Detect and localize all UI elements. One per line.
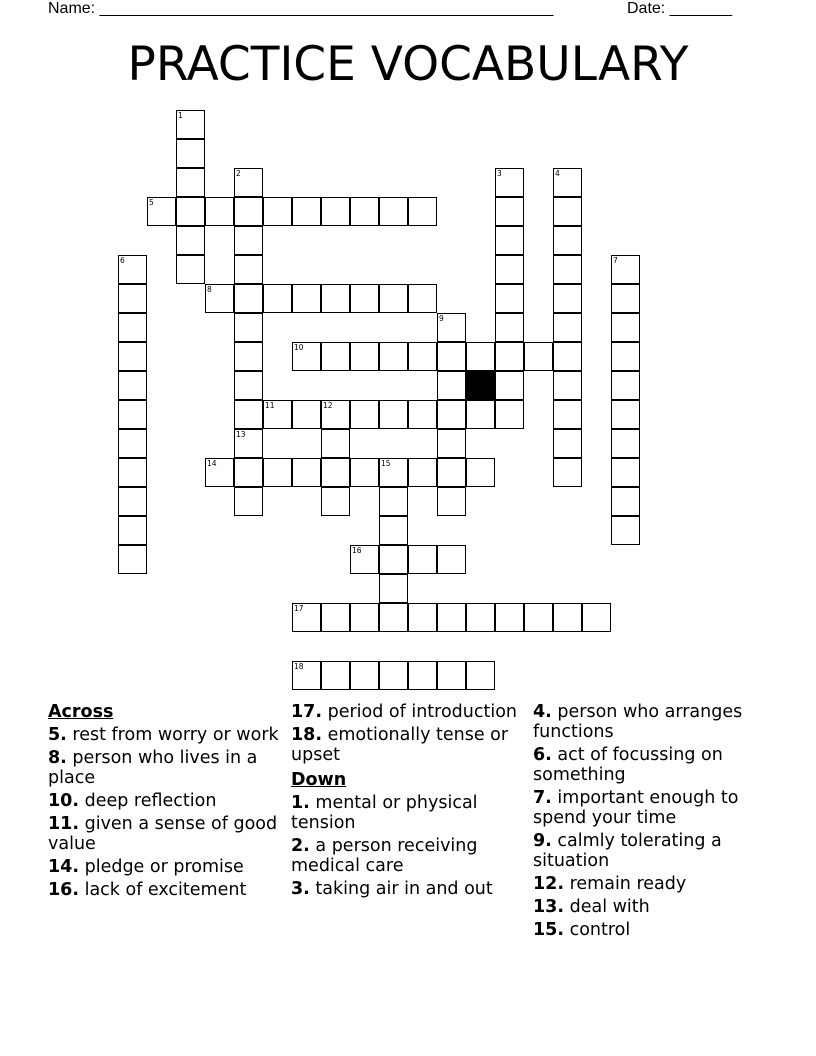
grid-cell[interactable] — [611, 400, 640, 429]
grid-cell[interactable] — [495, 371, 524, 400]
grid-cell[interactable] — [553, 284, 582, 313]
grid-cell[interactable] — [379, 284, 408, 313]
clue-down-7 — [533, 788, 773, 828]
cell-number: 3 — [497, 169, 502, 178]
grid-cell[interactable] — [408, 545, 437, 574]
grid-cell[interactable] — [553, 429, 582, 458]
grid-cell[interactable] — [321, 197, 350, 226]
clue-down-3 — [291, 879, 523, 899]
clue-number: 9. — [533, 831, 552, 851]
cell-number: 7 — [613, 256, 618, 265]
clue-number: 14. — [48, 857, 80, 877]
clue-number: 2. — [291, 836, 310, 856]
clue-down-13 — [533, 897, 773, 917]
grid-cell[interactable] — [118, 516, 147, 545]
grid-cell[interactable] — [234, 429, 263, 458]
grid-cell[interactable] — [350, 458, 379, 487]
clue-text: control — [569, 920, 631, 940]
cell-number: 10 — [294, 343, 304, 352]
clue-number: 5. — [48, 725, 67, 745]
grid-cell[interactable] — [553, 342, 582, 371]
clue-text: given a sense of good value — [48, 814, 278, 854]
grid-cell[interactable] — [263, 458, 292, 487]
grid-cell[interactable] — [408, 400, 437, 429]
clue-number: 10. — [48, 791, 80, 811]
grid-cell[interactable] — [611, 371, 640, 400]
grid-cell[interactable] — [611, 342, 640, 371]
page-title: PRACTICE VOCABULARY — [127, 37, 689, 92]
grid-cell[interactable] — [466, 458, 495, 487]
grid-cell[interactable] — [350, 545, 379, 574]
clue-number: 6. — [533, 745, 552, 765]
cell-number: 11 — [265, 401, 275, 410]
grid-cell[interactable] — [321, 342, 350, 371]
grid-cell[interactable] — [553, 168, 582, 197]
grid-cell[interactable] — [205, 284, 234, 313]
clue-number: 3. — [291, 879, 310, 899]
grid-cell[interactable] — [205, 458, 234, 487]
grid-cell[interactable] — [321, 284, 350, 313]
clue-across-8 — [48, 748, 280, 788]
cell-number: 16 — [352, 546, 362, 555]
name-label: Name: — [48, 0, 96, 17]
grid-cell[interactable] — [234, 284, 263, 313]
grid-cell[interactable] — [408, 458, 437, 487]
clue-text: period of introduction — [327, 702, 518, 722]
down-heading: Down — [291, 770, 347, 790]
grid-cell[interactable] — [118, 400, 147, 429]
grid-cell[interactable] — [408, 284, 437, 313]
grid-cell[interactable] — [437, 342, 466, 371]
grid-cell[interactable] — [524, 603, 553, 632]
grid-cell[interactable] — [553, 226, 582, 255]
clue-text: a person receiving medical care — [291, 836, 478, 876]
name-blank-line[interactable]: ___________________________________________________ — [99, 0, 554, 17]
clue-number: 11. — [48, 814, 80, 834]
cell-number: 1 — [178, 111, 183, 120]
grid-cell[interactable] — [611, 255, 640, 284]
grid-cell[interactable] — [379, 516, 408, 545]
clue-text: deep reflection — [84, 791, 217, 811]
clue-text: rest from worry or work — [72, 725, 279, 745]
grid-cell[interactable] — [437, 545, 466, 574]
grid-cell[interactable] — [437, 371, 466, 400]
grid-cell[interactable] — [350, 603, 379, 632]
grid-cell[interactable] — [611, 313, 640, 342]
grid-cell[interactable] — [466, 342, 495, 371]
grid-cell[interactable] — [118, 458, 147, 487]
clue-number: 7. — [533, 788, 552, 808]
clue-number: 13. — [533, 897, 565, 917]
grid-cell[interactable] — [321, 429, 350, 458]
grid-cell[interactable] — [379, 603, 408, 632]
grid-cell[interactable] — [321, 603, 350, 632]
clue-across-10 — [48, 791, 280, 811]
grid-cell[interactable] — [553, 603, 582, 632]
grid-cell[interactable] — [553, 197, 582, 226]
grid-cell[interactable] — [292, 197, 321, 226]
grid-cell[interactable] — [408, 342, 437, 371]
cell-number: 2 — [236, 169, 241, 178]
grid-cell[interactable] — [118, 255, 147, 284]
grid-cell[interactable] — [234, 458, 263, 487]
clue-text: taking air in and out — [315, 879, 493, 899]
grid-cell[interactable] — [379, 197, 408, 226]
date-label: Date: — [627, 0, 666, 17]
grid-cell[interactable] — [234, 487, 263, 516]
grid-cell[interactable] — [611, 284, 640, 313]
grid-cell[interactable] — [495, 255, 524, 284]
grid-cell[interactable] — [437, 313, 466, 342]
grid-cell[interactable] — [234, 313, 263, 342]
grid-cell[interactable] — [611, 429, 640, 458]
across-heading: Across — [48, 702, 114, 722]
grid-cell[interactable] — [495, 168, 524, 197]
grid-cell[interactable] — [205, 197, 234, 226]
date-blank-line[interactable]: _______ — [669, 0, 732, 17]
grid-cell[interactable] — [118, 429, 147, 458]
cell-number: 12 — [323, 401, 333, 410]
cell-number: 14 — [207, 459, 217, 468]
grid-cell[interactable] — [437, 400, 466, 429]
grid-cell[interactable] — [408, 661, 437, 690]
clue-number: 4. — [533, 702, 552, 722]
grid-cell[interactable] — [437, 458, 466, 487]
clue-down-6 — [533, 745, 773, 785]
clue-number: 12. — [533, 874, 565, 894]
cell-number: 8 — [207, 285, 212, 294]
clue-number: 16. — [48, 880, 80, 900]
grid-cell[interactable] — [582, 603, 611, 632]
clue-text: calmly tolerating a situation — [533, 831, 722, 871]
grid-cell[interactable] — [263, 400, 292, 429]
clue-text: person who arranges functions — [533, 702, 743, 742]
grid-cell[interactable] — [611, 487, 640, 516]
grid-cell[interactable] — [118, 545, 147, 574]
clue-number: 17. — [291, 702, 323, 722]
clue-text: remain ready — [569, 874, 687, 894]
grid-cell[interactable] — [408, 603, 437, 632]
grid-cell[interactable] — [350, 342, 379, 371]
grid-cell[interactable] — [321, 400, 350, 429]
cell-number: 18 — [294, 662, 304, 671]
cell-number: 6 — [120, 256, 125, 265]
grid-cell[interactable] — [292, 400, 321, 429]
grid-cell[interactable] — [495, 342, 524, 371]
black-square — [466, 371, 495, 400]
grid-cell[interactable] — [176, 226, 205, 255]
clue-down-9 — [533, 831, 773, 871]
grid-cell[interactable] — [437, 603, 466, 632]
clue-number: 15. — [533, 920, 565, 940]
clues-column-2 — [291, 702, 523, 902]
grid-cell[interactable] — [292, 603, 321, 632]
grid-cell[interactable] — [379, 342, 408, 371]
grid-cell[interactable] — [350, 400, 379, 429]
grid-cell[interactable] — [234, 371, 263, 400]
grid-cell[interactable] — [495, 400, 524, 429]
cell-number: 13 — [236, 430, 246, 439]
grid-cell[interactable] — [350, 197, 379, 226]
grid-cell[interactable] — [495, 197, 524, 226]
grid-cell[interactable] — [379, 574, 408, 603]
clue-text: act of focussing on something — [533, 745, 723, 785]
grid-cell[interactable] — [234, 342, 263, 371]
clue-text: lack of excitement — [84, 880, 247, 900]
grid-cell[interactable] — [147, 197, 176, 226]
grid-cell[interactable] — [234, 255, 263, 284]
clues-column-1 — [48, 702, 280, 903]
grid-cell[interactable] — [379, 487, 408, 516]
clues-column-3 — [533, 702, 773, 943]
grid-cell[interactable] — [553, 313, 582, 342]
clue-down-2 — [291, 836, 523, 876]
grid-cell[interactable] — [524, 342, 553, 371]
grid-cell[interactable] — [466, 661, 495, 690]
grid-cell[interactable] — [263, 284, 292, 313]
grid-cell[interactable] — [495, 226, 524, 255]
grid-cell[interactable] — [292, 342, 321, 371]
clue-number: 8. — [48, 748, 67, 768]
clue-across-14 — [48, 857, 280, 877]
clue-down-15 — [533, 920, 773, 940]
cell-number: 4 — [555, 169, 560, 178]
grid-cell[interactable] — [176, 139, 205, 168]
grid-cell[interactable] — [466, 400, 495, 429]
clue-text: mental or physical tension — [291, 793, 478, 833]
clue-down-1 — [291, 793, 523, 833]
grid-cell[interactable] — [553, 458, 582, 487]
grid-cell[interactable] — [118, 342, 147, 371]
clue-text: emotionally tense or upset — [291, 725, 509, 765]
clue-text: pledge or promise — [84, 857, 244, 877]
grid-cell[interactable] — [321, 661, 350, 690]
clue-across-18 — [291, 725, 523, 765]
clue-down-12 — [533, 874, 773, 894]
grid-cell[interactable] — [321, 458, 350, 487]
grid-cell[interactable] — [118, 284, 147, 313]
grid-cell[interactable] — [350, 661, 379, 690]
grid-cell[interactable] — [321, 487, 350, 516]
cell-number: 5 — [149, 198, 154, 207]
grid-cell[interactable] — [495, 313, 524, 342]
grid-cell[interactable] — [118, 487, 147, 516]
grid-cell[interactable] — [176, 197, 205, 226]
cell-number: 17 — [294, 604, 304, 613]
grid-cell[interactable] — [292, 661, 321, 690]
clue-across-17 — [291, 702, 523, 722]
grid-cell[interactable] — [234, 197, 263, 226]
grid-cell[interactable] — [379, 545, 408, 574]
grid-cell[interactable] — [292, 284, 321, 313]
grid-cell[interactable] — [553, 371, 582, 400]
grid-cell[interactable] — [379, 661, 408, 690]
grid-cell[interactable] — [437, 487, 466, 516]
grid-cell[interactable] — [379, 458, 408, 487]
grid-cell[interactable] — [263, 197, 292, 226]
grid-cell[interactable] — [350, 284, 379, 313]
cell-number: 15 — [381, 459, 391, 468]
grid-cell[interactable] — [611, 458, 640, 487]
grid-cell[interactable] — [379, 400, 408, 429]
grid-cell[interactable] — [466, 603, 495, 632]
grid-cell[interactable] — [118, 371, 147, 400]
grid-cell[interactable] — [176, 168, 205, 197]
grid-cell[interactable] — [553, 255, 582, 284]
grid-cell[interactable] — [437, 429, 466, 458]
grid-cell[interactable] — [234, 226, 263, 255]
grid-cell[interactable] — [437, 661, 466, 690]
grid-cell[interactable] — [234, 168, 263, 197]
grid-cell[interactable] — [611, 516, 640, 545]
grid-cell[interactable] — [176, 255, 205, 284]
clue-down-4 — [533, 702, 773, 742]
clue-text: deal with — [569, 897, 650, 917]
clue-number: 1. — [291, 793, 310, 813]
grid-cell[interactable] — [292, 458, 321, 487]
grid-cell[interactable] — [495, 603, 524, 632]
clue-across-11 — [48, 814, 280, 854]
clue-text: person who lives in a place — [48, 748, 258, 788]
grid-cell[interactable] — [408, 197, 437, 226]
cell-number: 9 — [439, 314, 444, 323]
grid-cell[interactable] — [118, 313, 147, 342]
clue-text: important enough to spend your time — [533, 788, 739, 828]
clue-across-16 — [48, 880, 280, 900]
grid-cell[interactable] — [234, 400, 263, 429]
clue-across-5 — [48, 725, 280, 745]
grid-cell[interactable] — [495, 284, 524, 313]
clue-number: 18. — [291, 725, 323, 745]
grid-cell[interactable] — [553, 400, 582, 429]
grid-cell[interactable] — [176, 110, 205, 139]
